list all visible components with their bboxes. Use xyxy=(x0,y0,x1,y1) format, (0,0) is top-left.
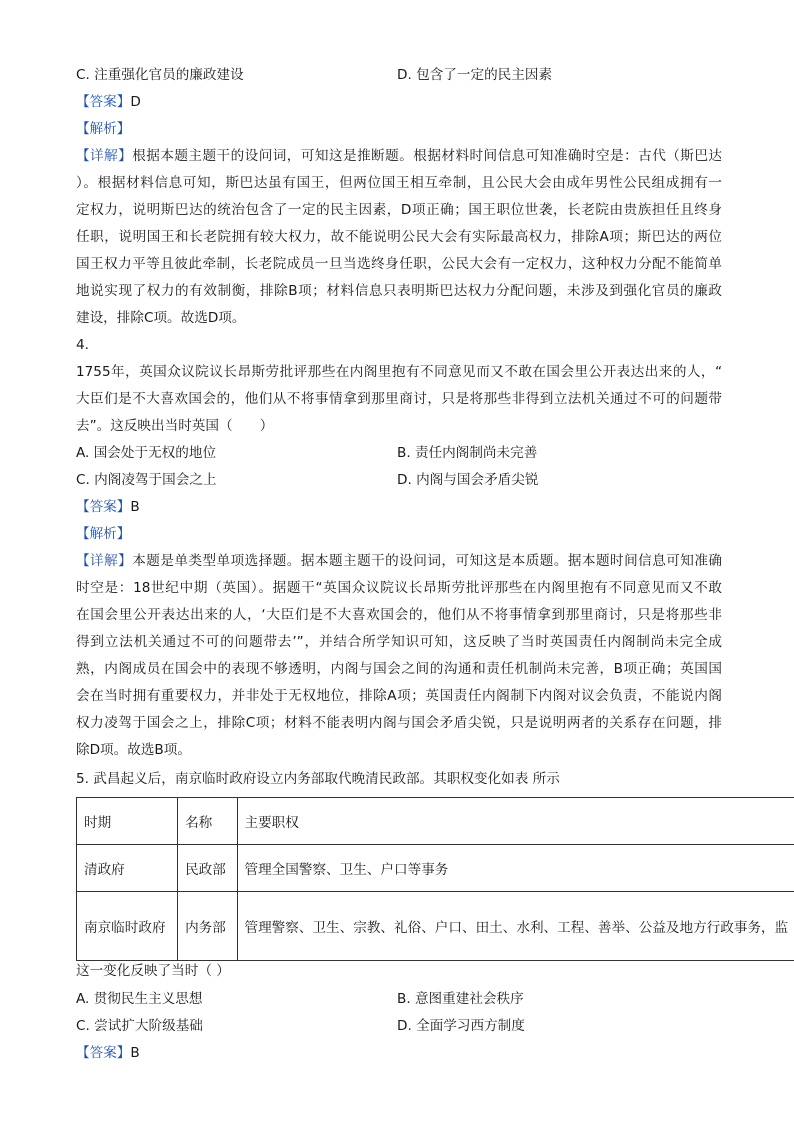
table-cell: 民政部 xyxy=(178,845,237,892)
table-header-row xyxy=(77,798,794,845)
answer-tag: 【答案】 xyxy=(76,499,131,515)
q4-explanation-line: 除D项。故选B项。 xyxy=(76,742,191,758)
q5-table xyxy=(76,797,794,961)
q3-option-c: C. 注重强化官员的廉政建设 xyxy=(76,67,244,83)
detail-tag: 【详解】 xyxy=(76,553,133,569)
table-cell: 管理全国警察、卫生、户口等事务 xyxy=(237,845,794,892)
q3-explanation-line: ）。根据材料信息可知，斯巴达虽有国王，但两位国王相互牵制，且公民大会由成年男性公民组成拥有一 xyxy=(76,175,722,191)
q3-explanation-line: 地说实现了权力的有效制衡，排除B项；材料信息只表明斯巴达权力分配问题，未涉及到强化官员的廉政 xyxy=(76,283,722,299)
q3-analysis-tag: 【解析】 xyxy=(76,121,131,137)
table-cell: 南京临时政府 xyxy=(77,892,178,961)
answer-value: B xyxy=(130,1045,140,1061)
answer-value: D xyxy=(130,94,141,110)
answer-value: B xyxy=(130,499,140,515)
answer-tag: 【答案】 xyxy=(76,94,131,110)
q4-number: 4. xyxy=(76,337,89,353)
table-header-cell: 时期 xyxy=(77,798,178,845)
table-row xyxy=(77,845,794,892)
q4-analysis-tag: 【解析】 xyxy=(76,526,131,542)
q5-answer xyxy=(76,1040,140,1067)
q5-option-d: D. 全面学习西方制度 xyxy=(397,1018,525,1034)
q4-explanation-line: 在国会里公开表达出来的人，‘大臣们是不大喜欢国会的，他们从不将事情拿到那里商讨，只是将那些非 xyxy=(76,607,722,623)
q4-stem-line: 去”。这反映出当时英国（ ） xyxy=(76,418,274,434)
q4-explanation-line: 会在当时拥有重要权力，并非处于无权地位，排除A项；英国责任内阁制下内阁对议会负责，不能说内阁 xyxy=(76,688,722,704)
q4-explanation-line: 权力凌驾于国会之上，排除C项；材料不能表明内阁与国会矛盾尖锐，只是说明两者的关系存在问题，排 xyxy=(76,715,722,731)
q4-explanation-line: 【详解】本题是单类型单项选择题。据本题主题干的设问词，可知这是本质题。据本题时间信息可知准确 xyxy=(76,553,723,569)
q5-option-b: B. 意图重建社会秩序 xyxy=(397,991,524,1007)
q3-explanation-line: 任职，说明国王和长老院拥有较大权力，故不能说明公民大会有实际最高权力，排除A项；斯巴达的两位 xyxy=(76,229,722,245)
q4-option-c: C. 内阁凌驾于国会之上 xyxy=(76,472,217,488)
detail-tag: 【详解】 xyxy=(76,148,133,164)
q3-explanation-line: 建设，排除C项。故选D项。 xyxy=(76,310,246,326)
q4-explanation-line: 得到立法机关通过不可的问题带去’”，并结合所学知识可知，这反映了当时英国责任内阁制尚未完全成 xyxy=(76,634,722,650)
q4-answer xyxy=(76,494,140,521)
q4-option-b: B. 责任内阁制尚未完善 xyxy=(397,445,538,461)
q5-option-a: A. 贯彻民生主义思想 xyxy=(76,991,203,1007)
q4-explanation-line: 熟，内阁成员在国会中的表现不够透明，内阁与国会之间的沟通和责任机制尚未完善，B项正确；英国国 xyxy=(76,661,722,677)
q4-stem-line: 大臣们是不大喜欢国会的，他们从不将事情拿到那里商讨，只是将那些非得到立法机关通过不可的问题带 xyxy=(76,391,722,407)
q4-stem-line: 1755年，英国众议院议长昂斯劳批评那些在内阁里抱有不同意见而又不敢在国会里公开表达出来的人，“ xyxy=(76,364,722,380)
table-cell: 内务部 xyxy=(178,892,237,961)
answer-tag: 【答案】 xyxy=(76,1045,131,1061)
q4-option-a: A. 国会处于无权的地位 xyxy=(76,445,217,461)
q3-answer xyxy=(76,89,141,116)
q3-explanation-line: 国王权力平等且彼此牵制，长老院成员一旦当选终身任职，公民大会有一定权力，这种权力分配不能简单 xyxy=(76,256,722,272)
q3-explanation-line: 【详解】根据本题主题干的设问词，可知这是推断题。根据材料时间信息可知准确时空是：古代（斯巴达 xyxy=(76,148,723,164)
table-header-cell: 名称 xyxy=(178,798,237,845)
q3-explanation-line: 定权力，说明斯巴达的统治包含了一定的民主因素，D项正确；国王职位世袭，长老院由贵族担任且终身 xyxy=(76,202,722,218)
q5-question: 这一变化反映了当时（ ） xyxy=(76,963,230,979)
table-row xyxy=(77,892,794,961)
q3-option-d: D. 包含了一定的民主因素 xyxy=(397,67,553,83)
q5-stem: 5. 武昌起义后，南京临时政府设立内务部取代晚清民政部。其职权变化如表 所示 xyxy=(76,771,560,787)
q4-explanation-line: 时空是：18世纪中期（英国）。据题干“英国众议院议长昂斯劳批评那些在内阁里抱有不同意见而又不敢 xyxy=(76,580,722,596)
q5-option-c: C. 尝试扩大阶级基础 xyxy=(76,1018,203,1034)
table-header-cell: 主要职权 xyxy=(237,798,794,845)
table-cell: 清政府 xyxy=(77,845,178,892)
table-cell: 管理警察、卫生、宗教、礼俗、户口、田土、水利、工程、善举、公益及地方行政事务，监 xyxy=(237,892,794,961)
q4-option-d: D. 内阁与国会矛盾尖锐 xyxy=(397,472,539,488)
